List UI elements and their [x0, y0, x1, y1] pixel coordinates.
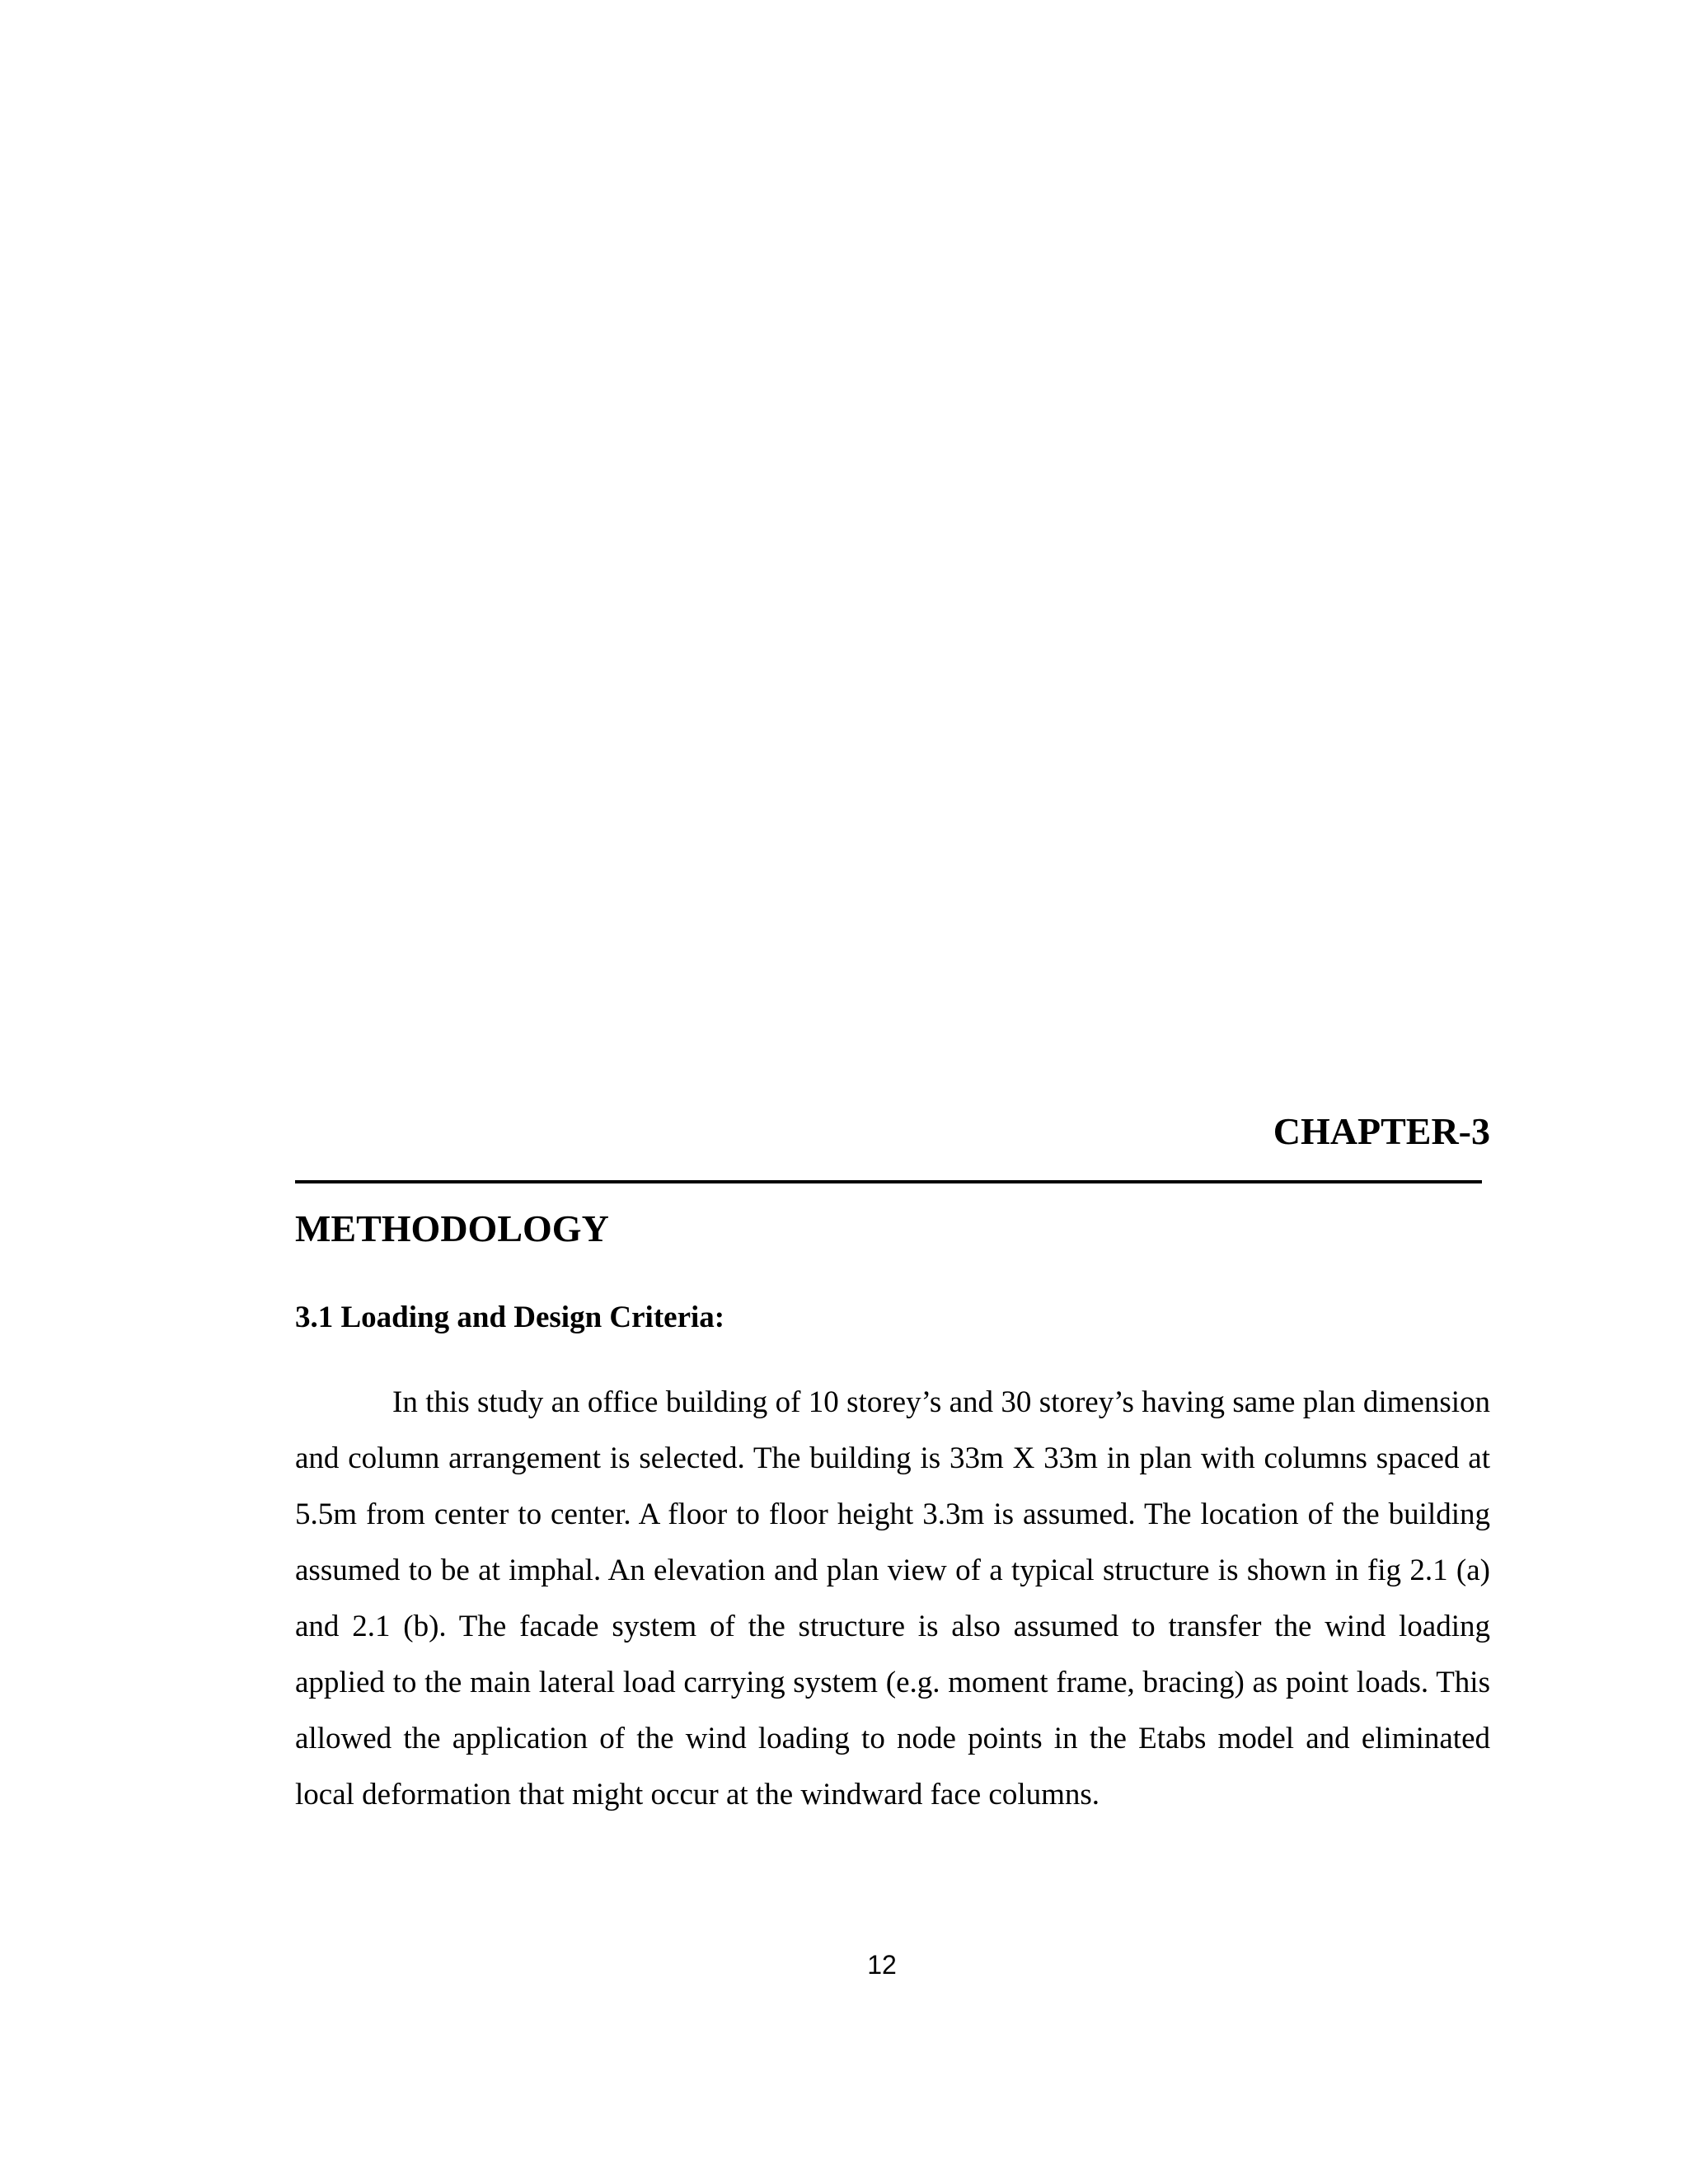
section-body-paragraph: In this study an office building of 10 storey’s and 30 storey’s having same plan dimension and column arrangement is selected. The building is 33m X 33m in plan with columns spaced at 5.5m from center to center. A floor to floor height 3.3m is assumed. The location of the building assumed to be at imphal. An elevation and plan view of a typical structure is shown in fig 2.1 (a) and 2.1 (b). The facade system of the structure is also assumed to transfer the wind loading applied to the main lateral load carrying system (e.g. moment frame, bracing) as point loads. This allowed the application of the wind loading to node points in the Etabs model and eliminated local deformation that might occur at the windward face columns.: [295, 1385, 1490, 1811]
chapter-label: CHAPTER-3: [1273, 1110, 1490, 1152]
chapter-divider: [295, 1180, 1482, 1183]
page-number: 12: [867, 1950, 897, 1980]
chapter-title: METHODOLOGY: [295, 1207, 609, 1249]
section-heading: 3.1 Loading and Design Criteria:: [295, 1301, 725, 1334]
